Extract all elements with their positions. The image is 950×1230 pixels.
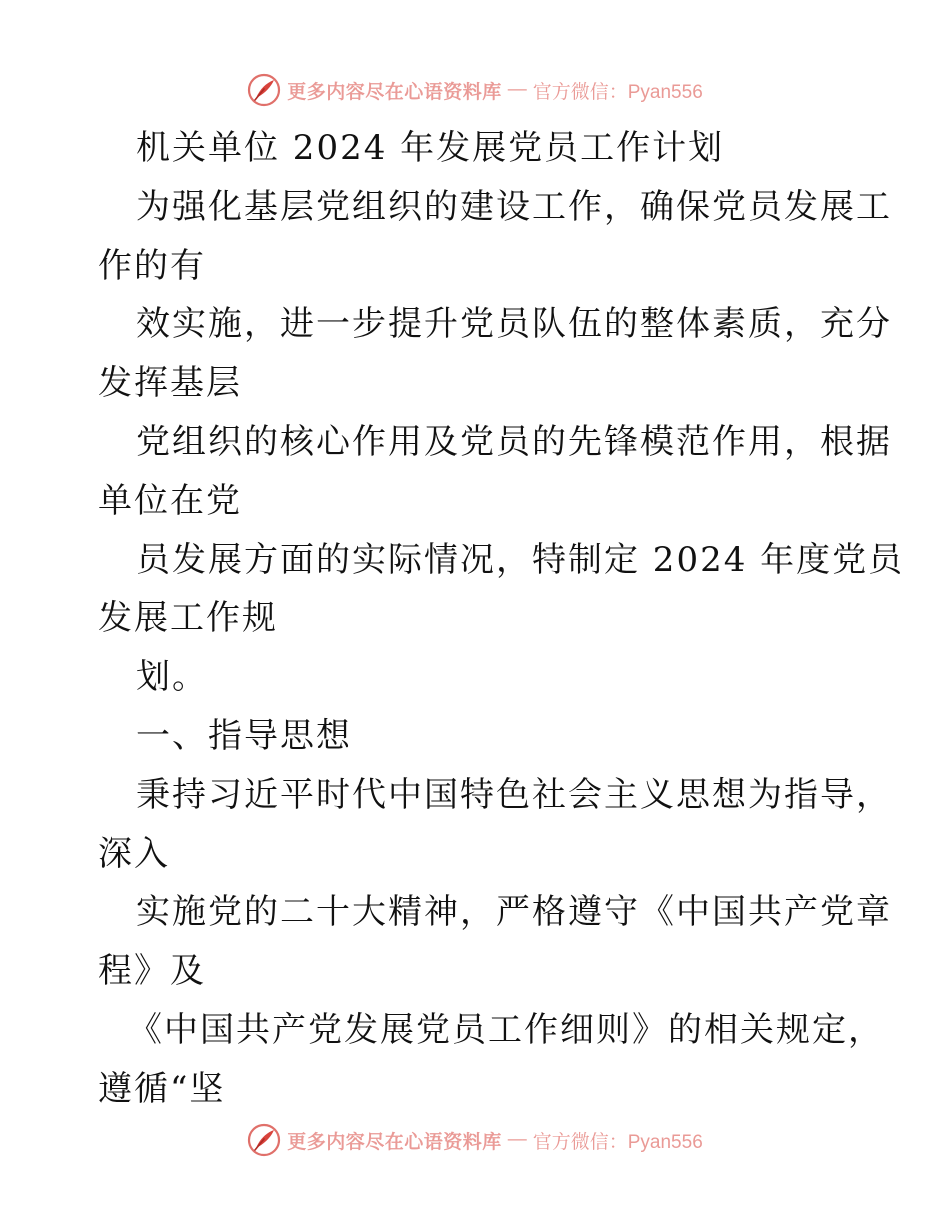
paragraph-line: 发展工作规: [98, 598, 278, 639]
document-title: 机关单位 2024 年发展党员工作计划: [136, 128, 725, 168]
paragraph-line: 作的有: [98, 245, 206, 286]
paragraph-line: 实施党的二十大精神，严格遵守《中国共产党章: [136, 892, 892, 933]
paragraph-line: 为强化基层党组织的建设工作，确保党员发展工: [136, 186, 892, 227]
header-watermark: [0, 70, 950, 110]
watermark-text: 更多内容尽在心语资料库: [287, 1130, 502, 1153]
feather-quill-icon: [247, 73, 281, 107]
paragraph-line: 《中国共产党发展党员工作细则》的相关规定，: [128, 1009, 884, 1050]
paragraph-line: 程》及: [98, 951, 206, 992]
paragraph-line: 秉持习近平时代中国特色社会主义思想为指导，: [136, 774, 892, 815]
watermark-separator: —: [507, 79, 527, 100]
footer-watermark: [0, 1120, 950, 1160]
paragraph-line: 员发展方面的实际情况，特制定 2024 年度党员: [136, 539, 905, 580]
feather-quill-icon: [247, 1123, 281, 1157]
paragraph-line: 发挥基层: [98, 363, 242, 404]
paragraph-line: 深入: [98, 833, 170, 874]
paragraph-line: 党组织的核心作用及党员的先锋模范作用，根据: [136, 421, 892, 462]
section-heading: 一、指导思想: [136, 715, 352, 756]
paragraph-line: 效实施，进一步提升党员队伍的整体素质，充分: [136, 304, 892, 345]
watermark-separator: —: [507, 1129, 527, 1150]
paragraph-line: 划。: [136, 657, 208, 698]
watermark-wechat: 官方微信：Pyan556: [532, 1131, 703, 1153]
paragraph-line: 单位在党: [98, 480, 242, 521]
document-body: [98, 121, 905, 1121]
paragraph-line: 遵循“坚: [98, 1068, 226, 1109]
watermark-wechat: 官方微信：Pyan556: [532, 81, 703, 103]
watermark-text: 更多内容尽在心语资料库: [287, 80, 502, 103]
